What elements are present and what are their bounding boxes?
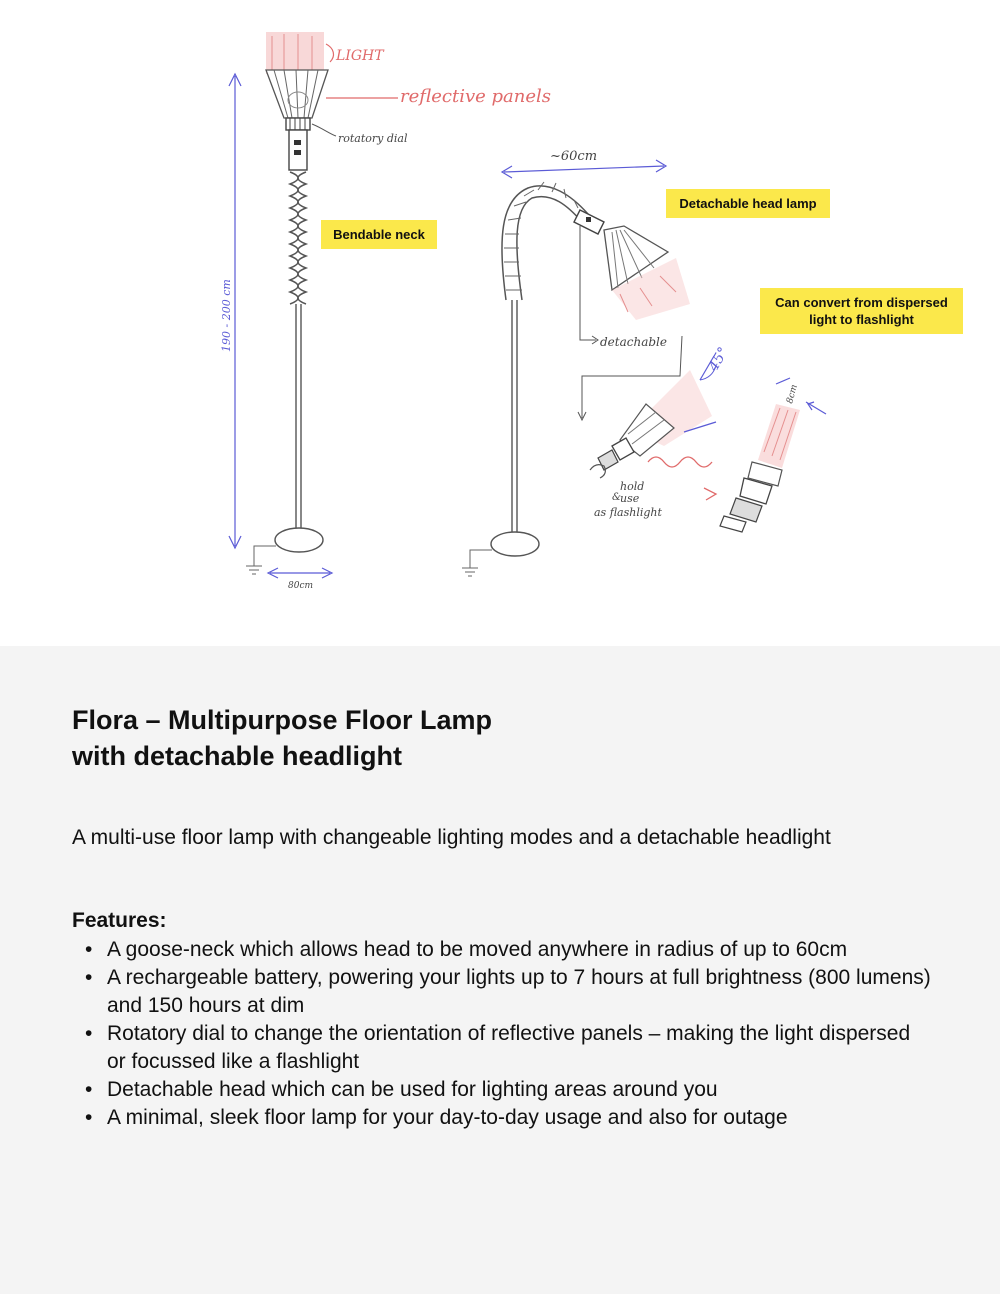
- beam-label: 8cm: [785, 383, 800, 405]
- rotatory-dial-label: rotatory dial: [338, 132, 408, 145]
- features-heading: Features:: [72, 909, 167, 932]
- bendable-neck-tag: Bendable neck: [321, 220, 437, 249]
- feature-item: [72, 1076, 932, 1104]
- bullet-icon: •: [85, 938, 93, 961]
- convert-flashlight-tag: Can convert from dispersed light to flashlight: [760, 288, 963, 334]
- feature-item: [72, 1020, 932, 1076]
- bullet-icon: •: [85, 1022, 93, 1045]
- feature-text: A rechargeable battery, powering your lights up to 7 hours at full brightness (800 lumens) and 150 hours at dim: [107, 966, 931, 1017]
- handheld-lamp-drawing: [590, 356, 716, 500]
- product-title: Flora – Multipurpose Floor Lamp with detachable headlight: [72, 705, 493, 771]
- hold-label-line4: as flashlight: [594, 506, 662, 519]
- detachable-head-tag: Detachable head lamp: [666, 189, 830, 218]
- hold-label-line3: use: [620, 492, 640, 505]
- angle-label: 45°: [705, 344, 732, 374]
- flashlight-drawing: [720, 378, 826, 532]
- feature-text: A minimal, sleek floor lamp for your day-to-day usage and also for outage: [107, 1106, 788, 1129]
- detachable-label: detachable: [600, 335, 667, 349]
- product-info-panel: [0, 646, 1000, 1294]
- reach-label: ~60cm: [550, 149, 598, 164]
- hold-label-line2: &: [612, 492, 621, 503]
- product-description: A multi-use floor lamp with changeable lighting modes and a detachable headlight: [72, 826, 831, 849]
- feature-item: [72, 936, 932, 964]
- base-width-label: 80cm: [288, 581, 314, 591]
- height-label: 190 - 200 cm: [220, 279, 233, 352]
- sketch-illustration: [0, 0, 1000, 646]
- bullet-icon: •: [85, 1078, 93, 1101]
- reflective-panels-label: reflective panels: [400, 86, 552, 107]
- bullet-icon: •: [85, 966, 93, 989]
- feature-text: A goose-neck which allows head to be moved anywhere in radius of up to 60cm: [107, 938, 848, 961]
- feature-text: Detachable head which can be used for lighting areas around you: [107, 1078, 718, 1101]
- feature-item: [72, 964, 932, 1020]
- features-list: [72, 936, 932, 1132]
- bullet-icon: •: [85, 1106, 93, 1129]
- lamp-upright-drawing: [229, 32, 398, 578]
- feature-item: [72, 1104, 932, 1132]
- hold-label-line1: hold: [620, 480, 645, 493]
- light-label: LIGHT: [336, 48, 384, 64]
- feature-text: Rotatory dial to change the orientation of reflective panels – making the light dispersed or focussed like a flashlight: [107, 1022, 911, 1073]
